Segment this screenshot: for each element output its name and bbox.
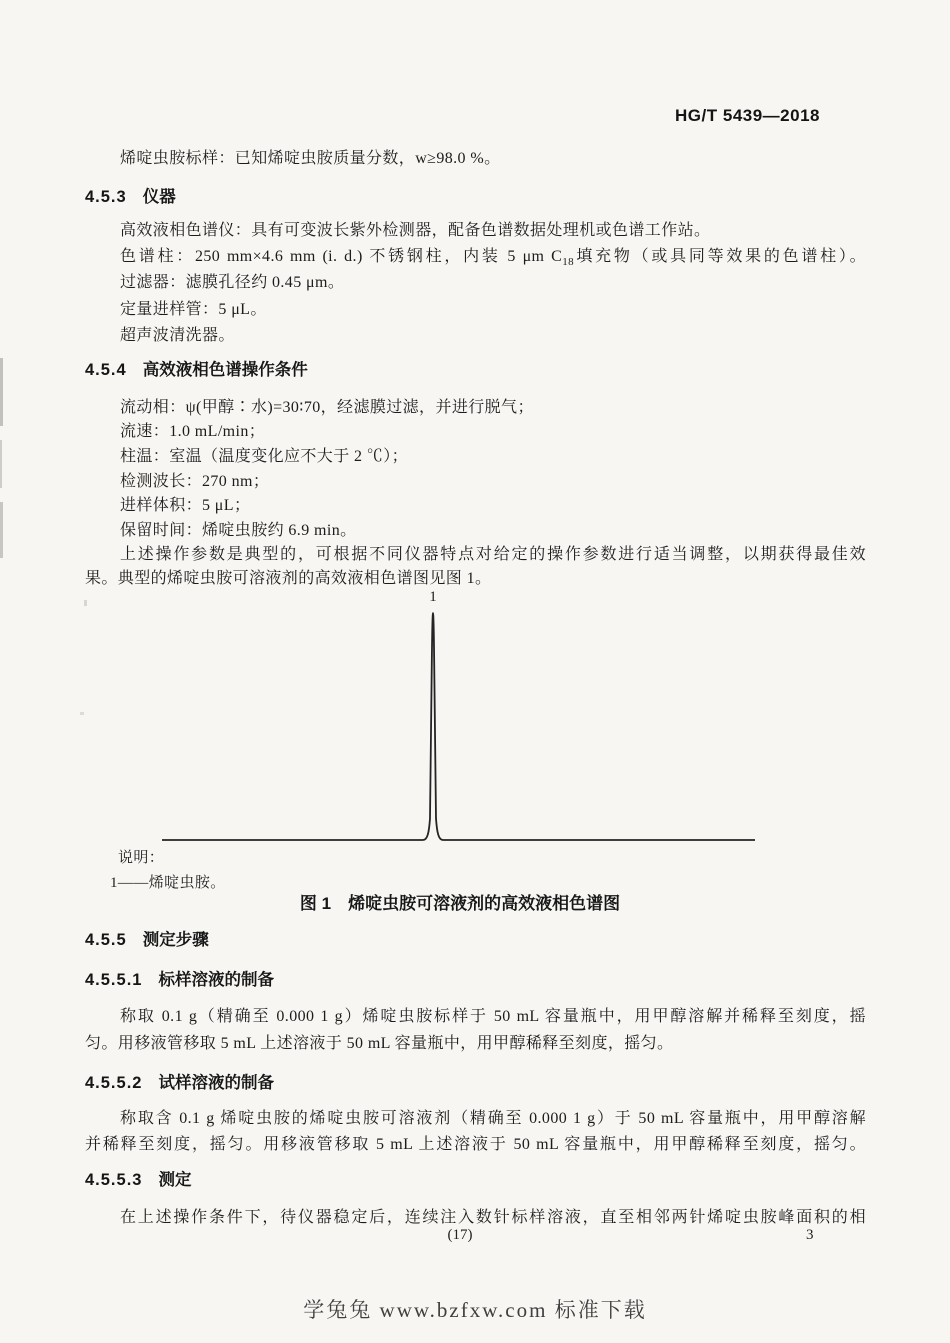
section-heading-4-5-5-1	[85, 967, 274, 993]
instrument-line-injector: 定量进样管：5 μL。	[120, 301, 267, 318]
section-heading-4-5-4	[85, 357, 308, 383]
page-number: 3	[806, 1227, 814, 1243]
sample-solution-para-line2: 并稀释至刻度，摇匀。用移液管移取 5 mL 上述溶液于 50 mL 容量瓶中，用甲醇稀释至刻度，摇匀。	[85, 1136, 866, 1153]
condition-injection-volume: 进样体积：5 μL；	[120, 497, 251, 514]
standard-number-header: HG/T 5439—2018	[675, 106, 820, 125]
section-number: 4.5.4	[85, 361, 127, 379]
section-title: 试样溶液的制备	[158, 1074, 274, 1092]
standard-solution-para-line2: 匀。用移液管移取 5 mL 上述溶液于 50 mL 容量瓶中，用甲醇稀释至刻度，摇匀。	[85, 1035, 674, 1052]
instrument-line-hplc: 高效液相色谱仪：具有可变波长紫外检测器，配备色谱数据处理机或色谱工作站。	[120, 222, 711, 239]
section-number: 4.5.5	[85, 931, 127, 949]
condition-retention-time: 保留时间：烯啶虫胺约 6.9 min。	[120, 522, 357, 539]
section-title: 仪器	[142, 188, 176, 206]
condition-wavelength: 检测波长：270 nm；	[120, 473, 270, 490]
section-title: 测定	[158, 1171, 192, 1189]
section-number: 4.5.3	[85, 188, 127, 206]
section-title: 测定步骤	[142, 931, 209, 949]
column-text-post: 填充物（或具同等效果的色谱柱）。	[574, 248, 866, 265]
chromatogram-peak-label: 1	[429, 589, 437, 605]
note-paragraph-line2: 果。典型的烯啶虫胺可溶液剂的高效液相色谱图见图 1。	[85, 570, 492, 587]
condition-mobile-phase: 流动相：ψ(甲醇∶水)=30∶70，经滤膜过滤，并进行脱气；	[120, 399, 534, 416]
scan-artifact	[0, 502, 3, 558]
instrument-line-filter: 过滤器：滤膜孔径约 0.45 μm。	[120, 274, 345, 291]
figure-legend-title: 说明：	[118, 850, 165, 866]
condition-flow-rate: 流速：1.0 mL/min；	[120, 423, 266, 440]
section-number: 4.5.5.1	[85, 971, 143, 989]
scan-artifact	[0, 440, 2, 488]
sample-solution-para-line1: 称取含 0.1 g 烯啶虫胺的烯啶虫胺可溶液剂（精确至 0.000 1 g）于 50 mL 容量瓶中，用甲醇溶解	[120, 1110, 866, 1127]
section-heading-4-5-3	[85, 184, 176, 210]
section-number: 4.5.5.3	[85, 1171, 143, 1189]
section-heading-4-5-5	[85, 927, 209, 953]
figure-legend-item: 1——烯啶虫胺。	[110, 875, 226, 891]
section-heading-4-5-5-2	[85, 1070, 274, 1096]
standard-sample-statement: 烯啶虫胺标样：已知烯啶虫胺质量分数，w≥98.0 %。	[120, 150, 501, 167]
section-title: 标样溶液的制备	[158, 971, 274, 989]
instrument-line-column	[120, 244, 866, 270]
section-heading-4-5-5-3	[85, 1167, 191, 1193]
scan-artifact	[0, 358, 3, 426]
standard-solution-para-line1: 称取 0.1 g（精确至 0.000 1 g）烯啶虫胺标样于 50 mL 容量瓶中，用甲醇溶解并稀释至刻度，摇	[120, 1008, 866, 1025]
section-title: 高效液相色谱操作条件	[142, 361, 308, 379]
instrument-line-ultrasonic: 超声波清洗器。	[120, 327, 235, 344]
note-paragraph-line1: 上述操作参数是典型的，可根据不同仪器特点对给定的操作参数进行适当调整，以期获得最佳效	[120, 546, 866, 563]
condition-column-temp: 柱温：室温（温度变化应不大于 2 ℃）；	[120, 448, 409, 465]
figure-caption: 图 1 烯啶虫胺可溶液剂的高效液相色谱图	[299, 894, 621, 913]
column-text-pre: 色谱柱：250 mm×4.6 mm (i. d.) 不锈钢柱，内装 5 μm C	[120, 248, 563, 265]
c18-subscript: 18	[562, 256, 575, 269]
determination-para-line1: 在上述操作条件下，待仪器稳定后，连续注入数针标样溶液，直至相邻两针烯啶虫胺峰面积的相	[120, 1209, 866, 1226]
section-number: 4.5.5.2	[85, 1074, 143, 1092]
chromatogram-plot	[0, 585, 950, 860]
sheet-number: (17)	[447, 1227, 473, 1243]
watermark-text: 学兔兔 www.bzfxw.com 标准下载	[303, 1298, 647, 1322]
